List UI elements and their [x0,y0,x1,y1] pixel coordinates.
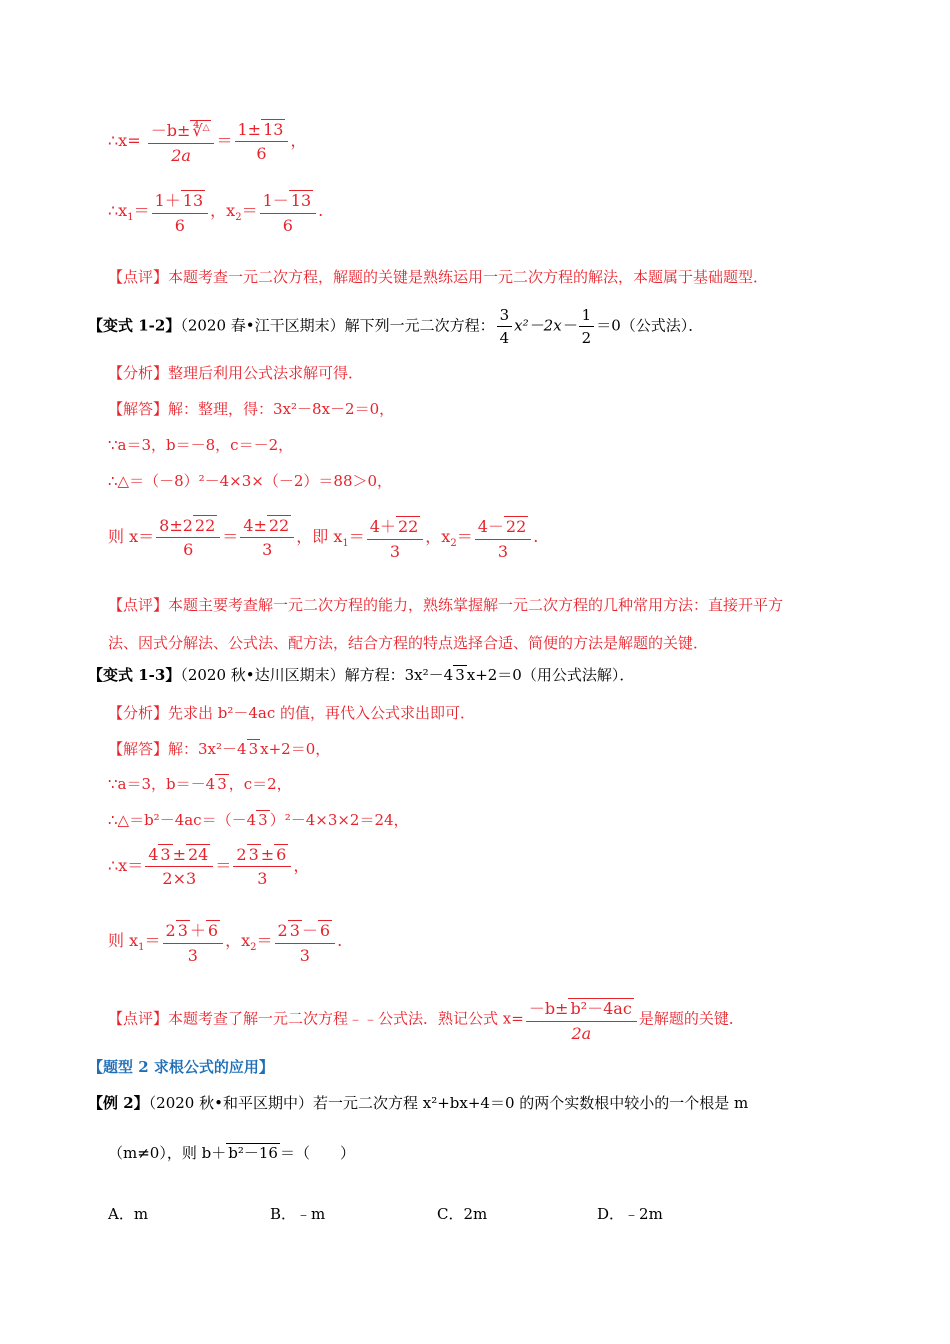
variant-1-3-question: 【变式 1-3】（2020 秋•达川区期末）解方程：3x²－4 3 x+2＝0（用公式法解）． [88,666,635,684]
formula-x-general: ∴x= $\frac{-b\pm ∜^\triangle}{2a}$ ＝ $\frac{1\pm 13}{6}$ ， [108,120,307,165]
section-title-type-2: 【题型 2 求根公式的应用】 [88,1058,274,1076]
variant-1-3-answer: 【解答】解：3x²－4 3 x+2＝0， [108,740,331,758]
variant-1-2-analysis: 【分析】整理后利用公式法求解可得． [108,364,364,382]
variant-1-3-coeffs: ∵a＝3，b＝－4 3 ，c＝2， [108,775,292,793]
variant-1-3-comment: 【点评】本题考查了解一元二次方程﹣﹣公式法．熟记公式 x= $\frac{\text{－b± b²－4ac}}{2a}$ 是解题的关键． [108,996,744,1043]
variant-1-3-analysis: 【分析】先求出 b²－4ac 的值，再代入公式求出即可． [108,704,476,722]
variant-1-2-delta: ∴△＝（－8）²－4×3×（－2）＝88＞0， [108,472,393,490]
variant-1-3-roots: 则 $x_1=$ $\frac{2 3 + 6}{3}$ ，$x_2=$ $\frac{2 3 - 6}{3}$ . [108,918,342,965]
variant-1-3-x-formula: ∴x＝ $\frac{4 3 \pm 24}{2\times 3}$ ＝ $\frac{2 3 \pm 6}{3}$ ， [108,845,310,888]
option-a[interactable]: A．m [108,1205,149,1223]
option-b[interactable]: B．﹣m [270,1205,326,1223]
variant-1-2-coeffs: ∵a＝3，b＝－8，c＝－2， [108,436,294,454]
variant-1-2-comment-line2: 法、因式分解法、公式法、配方法，结合方程的特点选择合适、简便的方法是解题的关键． [108,634,709,652]
formula-roots: $\therefore x_1=$ $\frac{1+ 13}{6}$ ，$x_2=$ $\frac{1- 13}{6}$ . [108,188,323,235]
variant-1-2-question: 【变式 1-2】（2020 春•江干区期末）解下列一元二次方程： $\frac{3}{4}$ x²－2x－ $\frac{1}{2}$ ＝0（公式法）． [88,306,704,347]
example-2-line2: （m≠0），则 b＋ b²－16 ＝（ ） [108,1144,355,1162]
variant-1-3-delta: ∴△＝b²－4ac＝（－4 3 ）²－4×3×2＝24， [108,811,409,829]
option-c[interactable]: C．2m [437,1205,488,1223]
variant-1-2-roots: 则 x＝ $\frac{8\pm 2 22}{6}$ ＝ $\frac{4\pm 22}{3}$ ，即 $x_1=$ $\frac{4+ 22}{3}$ ，$x_2=$ $\frac{4- 22}{3}$ . [108,516,539,561]
option-d[interactable]: D．﹣2m [597,1205,663,1223]
example-2-line1: 【例 2】（2020 秋•和平区期中）若一元二次方程 x²+bx+4＝0 的两个实数根中较小的一个根是 m [88,1094,749,1112]
variant-1-2-answer: 【解答】解：整理，得：3x²－8x－2＝0， [108,400,395,418]
comment-1: 【点评】本题考查一元二次方程，解题的关键是熟练运用一元二次方程的解法，本题属于基础题型． [108,268,769,286]
variant-1-2-comment-line1: 【点评】本题主要考查解一元二次方程的能力，熟练掌握解一元二次方程的几种常用方法：直接开平方 [108,596,784,614]
